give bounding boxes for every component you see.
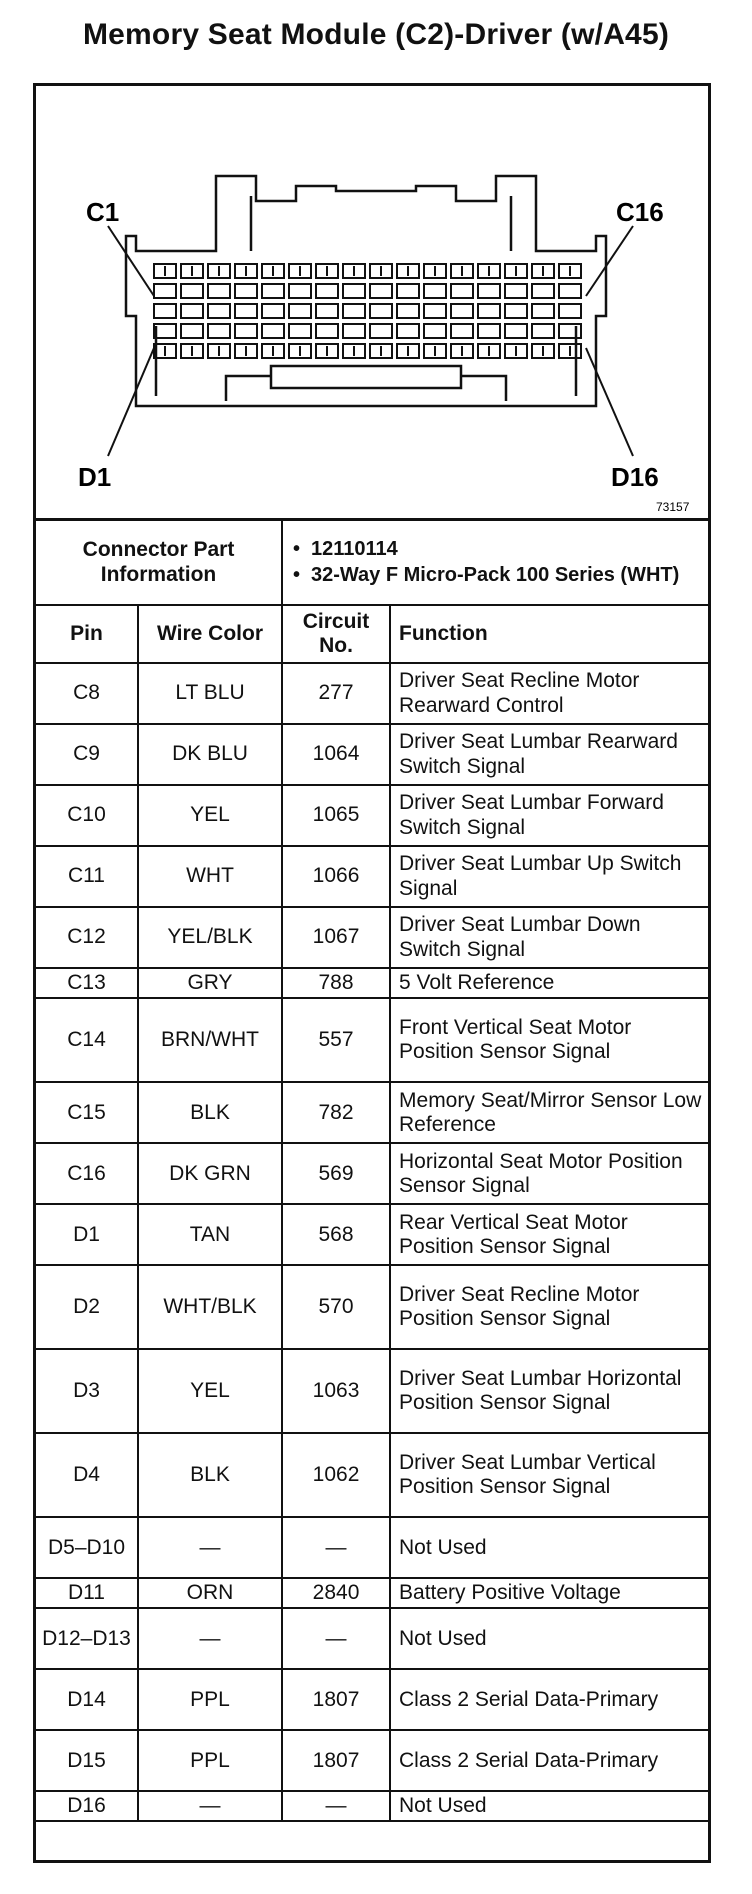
connector-info-details: [282, 521, 708, 605]
pin-cell: C15: [36, 1082, 138, 1143]
function-cell: Driver Seat Lumbar Up Switch Signal: [390, 846, 708, 907]
wire-color-cell: BLK: [138, 1433, 282, 1517]
function-cell: 5 Volt Reference: [390, 968, 708, 998]
pin-cell: D14: [36, 1669, 138, 1730]
circuit-cell: 568: [282, 1204, 390, 1265]
wire-color-cell: DK BLU: [138, 724, 282, 785]
circuit-cell: 569: [282, 1143, 390, 1204]
pin-grid: [154, 264, 581, 358]
pin-cavity: [559, 324, 581, 338]
pin-cavity: [181, 284, 203, 298]
pin-cell: D5–D10: [36, 1517, 138, 1578]
table-row: [36, 1517, 708, 1578]
figure-number: 73157: [656, 500, 690, 514]
circuit-cell: —: [282, 1608, 390, 1669]
pin-label-c16: C16: [616, 197, 664, 227]
table-row: [36, 1791, 708, 1821]
pin-cell: D2: [36, 1265, 138, 1349]
connector-frame: [33, 83, 711, 1863]
pin-cavity: [262, 304, 284, 318]
circuit-cell: —: [282, 1517, 390, 1578]
connector-description: • 32-Way F Micro-Pack 100 Series (WHT): [289, 564, 702, 587]
table-row: [36, 907, 708, 968]
pin-cavity: [424, 324, 446, 338]
header-pin: Pin: [36, 605, 138, 663]
wire-color-cell: —: [138, 1608, 282, 1669]
wire-color-cell: BLK: [138, 1082, 282, 1143]
pin-cell: D16: [36, 1791, 138, 1821]
wire-color-cell: YEL/BLK: [138, 907, 282, 968]
pin-cavity: [478, 324, 500, 338]
pin-cavity: [505, 284, 527, 298]
function-cell: Driver Seat Lumbar Rearward Switch Signal: [390, 724, 708, 785]
circuit-cell: 2840: [282, 1578, 390, 1608]
pin-cavity: [343, 304, 365, 318]
pin-cavity: [316, 284, 338, 298]
pin-cell: D1: [36, 1204, 138, 1265]
pin-cavity: [181, 304, 203, 318]
circuit-cell: 1064: [282, 724, 390, 785]
table-row: [36, 1265, 708, 1349]
wire-color-cell: —: [138, 1517, 282, 1578]
pin-cavity: [505, 304, 527, 318]
pin-cavity: [289, 324, 311, 338]
table-row: [36, 1669, 708, 1730]
pin-cavity: [370, 324, 392, 338]
wire-color-cell: WHT: [138, 846, 282, 907]
circuit-cell: 1067: [282, 907, 390, 968]
connector-info-list: [289, 538, 702, 587]
connector-drawing: [36, 86, 708, 518]
pin-cavity: [235, 324, 257, 338]
table-row: [36, 663, 708, 724]
pin-cavity: [370, 304, 392, 318]
pin-cell: D12–D13: [36, 1608, 138, 1669]
function-cell: Not Used: [390, 1517, 708, 1578]
pin-cavity: [370, 284, 392, 298]
pin-cavity: [154, 304, 176, 318]
pin-cavity: [478, 284, 500, 298]
pin-cavity: [532, 324, 554, 338]
pin-cell: C9: [36, 724, 138, 785]
pin-cell: D3: [36, 1349, 138, 1433]
header-function: Function: [390, 605, 708, 663]
table-row: [36, 1082, 708, 1143]
function-cell: Horizontal Seat Motor Position Sensor Signal: [390, 1143, 708, 1204]
pin-cell: D4: [36, 1433, 138, 1517]
pin-cell: C14: [36, 998, 138, 1082]
table-row: [36, 1433, 708, 1517]
pin-cavity: [154, 324, 176, 338]
header-wire-color: Wire Color: [138, 605, 282, 663]
wire-color-cell: WHT/BLK: [138, 1265, 282, 1349]
table-row: [36, 785, 708, 846]
table-row: [36, 1349, 708, 1433]
function-cell: Rear Vertical Seat Motor Position Sensor Signal: [390, 1204, 708, 1265]
pinout-table: [36, 521, 708, 1822]
pin-cell: C10: [36, 785, 138, 846]
pin-cavity: [154, 284, 176, 298]
pin-cavity: [559, 304, 581, 318]
pin-cavity: [424, 284, 446, 298]
circuit-cell: —: [282, 1791, 390, 1821]
circuit-cell: 570: [282, 1265, 390, 1349]
wire-color-cell: —: [138, 1791, 282, 1821]
pin-cavity: [559, 284, 581, 298]
page-title: Memory Seat Module (C2)-Driver (w/A45): [82, 18, 670, 51]
function-cell: Battery Positive Voltage: [390, 1578, 708, 1608]
pin-label-d1: D1: [78, 462, 112, 492]
pin-cell: C12: [36, 907, 138, 968]
circuit-cell: 782: [282, 1082, 390, 1143]
circuit-cell: 1065: [282, 785, 390, 846]
wire-color-cell: TAN: [138, 1204, 282, 1265]
table-row: [36, 968, 708, 998]
function-cell: Driver Seat Lumbar Forward Switch Signal: [390, 785, 708, 846]
pin-cavity: [262, 284, 284, 298]
pin-cavity: [505, 324, 527, 338]
pin-cavity: [451, 284, 473, 298]
table-row: [36, 998, 708, 1082]
function-cell: Front Vertical Seat Motor Position Sensor Signal: [390, 998, 708, 1082]
pin-cavity: [208, 284, 230, 298]
wire-color-cell: PPL: [138, 1669, 282, 1730]
header-circuit-no: Circuit No.: [282, 605, 390, 663]
pin-cavity: [208, 324, 230, 338]
table-row: [36, 1578, 708, 1608]
table-row: [36, 1143, 708, 1204]
pin-cell: C8: [36, 663, 138, 724]
connector-part-number: • 12110114: [289, 538, 702, 561]
function-cell: Driver Seat Recline Motor Position Sensor Signal: [390, 1265, 708, 1349]
connector-diagram: [36, 86, 708, 521]
wire-color-cell: BRN/WHT: [138, 998, 282, 1082]
table-row: [36, 1204, 708, 1265]
connector-info-row: [36, 521, 708, 605]
circuit-cell: 1807: [282, 1730, 390, 1791]
pin-cell: C11: [36, 846, 138, 907]
pin-cavity: [397, 284, 419, 298]
wire-color-cell: PPL: [138, 1730, 282, 1791]
wire-color-cell: ORN: [138, 1578, 282, 1608]
table-row: [36, 1730, 708, 1791]
circuit-cell: 788: [282, 968, 390, 998]
pin-cavity: [478, 304, 500, 318]
pin-cavity: [208, 304, 230, 318]
function-cell: Class 2 Serial Data-Primary: [390, 1669, 708, 1730]
pin-cavity: [451, 304, 473, 318]
pin-cell: C16: [36, 1143, 138, 1204]
pin-cell: D11: [36, 1578, 138, 1608]
pin-cavity: [235, 304, 257, 318]
pin-cavity: [343, 284, 365, 298]
pin-cavity: [181, 324, 203, 338]
pin-cavity: [316, 324, 338, 338]
circuit-cell: 1807: [282, 1669, 390, 1730]
circuit-cell: 1063: [282, 1349, 390, 1433]
pin-cavity: [532, 284, 554, 298]
circuit-cell: 1066: [282, 846, 390, 907]
wire-color-cell: LT BLU: [138, 663, 282, 724]
function-cell: Not Used: [390, 1608, 708, 1669]
wire-color-cell: GRY: [138, 968, 282, 998]
table-row: [36, 724, 708, 785]
function-cell: Not Used: [390, 1791, 708, 1821]
function-cell: Memory Seat/Mirror Sensor Low Reference: [390, 1082, 708, 1143]
pin-cavity: [289, 284, 311, 298]
circuit-cell: 277: [282, 663, 390, 724]
pin-cavity: [235, 284, 257, 298]
wire-color-cell: YEL: [138, 785, 282, 846]
function-cell: Driver Seat Lumbar Horizontal Position Sensor Signal: [390, 1349, 708, 1433]
function-cell: Driver Seat Recline Motor Rearward Control: [390, 663, 708, 724]
function-cell: Class 2 Serial Data-Primary: [390, 1730, 708, 1791]
pin-cell: C13: [36, 968, 138, 998]
circuit-cell: 557: [282, 998, 390, 1082]
wire-color-cell: DK GRN: [138, 1143, 282, 1204]
table-row: [36, 1608, 708, 1669]
connector-info-label: Connector Part Information: [36, 521, 282, 605]
pin-label-d16: D16: [611, 462, 659, 492]
circuit-cell: 1062: [282, 1433, 390, 1517]
pin-cavity: [451, 324, 473, 338]
table-header-row: [36, 605, 708, 663]
pin-cavity: [397, 304, 419, 318]
wire-color-cell: YEL: [138, 1349, 282, 1433]
pin-cavity: [316, 304, 338, 318]
pin-cell: D15: [36, 1730, 138, 1791]
pin-cavity: [397, 324, 419, 338]
pin-cavity: [343, 324, 365, 338]
pinout-table-body: [36, 521, 708, 1821]
pin-label-c1: C1: [86, 197, 120, 227]
function-cell: Driver Seat Lumbar Vertical Position Sensor Signal: [390, 1433, 708, 1517]
pin-cavity: [532, 304, 554, 318]
table-row: [36, 846, 708, 907]
function-cell: Driver Seat Lumbar Down Switch Signal: [390, 907, 708, 968]
pin-cavity: [424, 304, 446, 318]
pin-cavity: [262, 324, 284, 338]
pin-cavity: [289, 304, 311, 318]
